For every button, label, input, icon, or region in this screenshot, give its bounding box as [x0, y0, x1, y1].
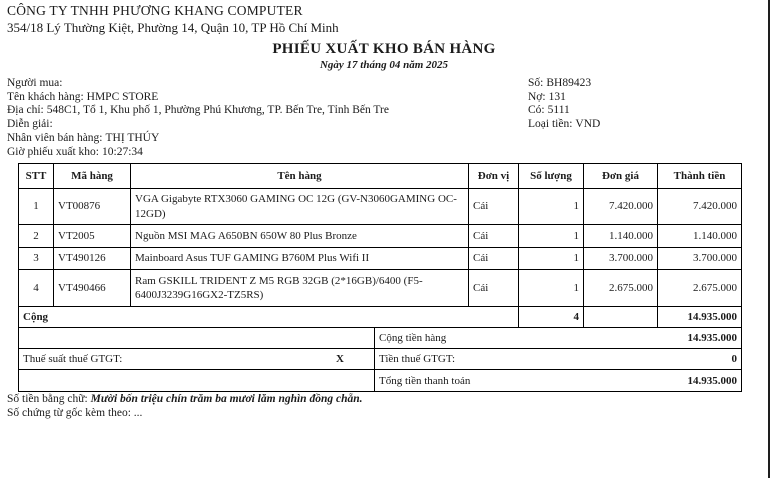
cell-amount: 7.420.000 — [693, 200, 737, 213]
cell-price: 3.700.000 — [584, 248, 658, 269]
export-time-line — [7, 146, 389, 160]
cell-qty: 1 — [519, 248, 584, 269]
goods-total-value: 14.935.000 — [687, 332, 737, 344]
credit-account-line — [528, 104, 600, 118]
credit-label: Có: — [528, 104, 545, 117]
total-row — [19, 307, 741, 328]
header-stt: STT — [19, 164, 54, 188]
salesperson-label: Nhân viên bán hàng: — [7, 131, 103, 144]
cell-stt: 1 — [19, 189, 54, 224]
company-name: CÔNG TY TNHH PHƯƠNG KHANG COMPUTER — [7, 3, 303, 18]
summary-row-goods-total — [19, 328, 741, 349]
summary-row-tax — [19, 349, 741, 370]
salesperson-value: THỊ THÚY — [105, 131, 160, 144]
cell-name: Nguồn MSI MAG A650BN 650W 80 Plus Bronze — [131, 225, 469, 247]
cell-unit: Cái — [469, 189, 519, 224]
table-row — [19, 248, 741, 270]
cell-code: VT490466 — [54, 270, 131, 306]
buyer-line — [7, 77, 389, 91]
export-time-label: Giờ phiếu xuất kho: — [7, 145, 99, 158]
currency-label: Loại tiền: — [528, 118, 573, 131]
company-address: 354/18 Lý Thường Kiệt, Phường 14, Quận 10, TP Hồ Chí Minh — [7, 20, 339, 35]
items-table — [18, 163, 742, 392]
grand-total-label: Tổng tiền thanh toán — [379, 374, 471, 387]
header-qty: Số lượng — [519, 164, 584, 188]
cell-qty: 1 — [519, 189, 584, 224]
table-row — [19, 225, 741, 248]
document-date: Ngày 17 tháng 04 năm 2025 — [319, 59, 449, 71]
total-qty: 4 — [519, 307, 584, 327]
customer-info-block — [7, 77, 389, 159]
cell-code: VT490126 — [54, 248, 131, 269]
description-label: Diễn giải: — [7, 118, 53, 131]
summary-left-empty — [19, 370, 375, 391]
export-time-value: 10:27:34 — [102, 145, 143, 158]
cell-unit: Cái — [469, 225, 519, 247]
amount-in-words-label: Số tiền bằng chữ: — [7, 393, 88, 405]
cell-amount: 1.140.000 — [693, 229, 737, 242]
doc-number-value: BH89423 — [546, 77, 592, 89]
cell-unit: Cái — [469, 270, 519, 306]
credit-value: 5111 — [547, 104, 570, 117]
cell-stt: 3 — [19, 248, 54, 269]
total-price-empty — [584, 307, 658, 327]
customer-label: Tên khách hàng: — [7, 90, 84, 103]
cell-name: Ram GSKILL TRIDENT Z M5 RGB 32GB (2*16GB)/6400 (F5-6400J3239G16GX2-TZ5RS) — [131, 270, 469, 306]
customer-value: HMPC STORE — [86, 90, 159, 103]
header-amount: Thành tiền — [673, 169, 726, 182]
tax-rate-mark: X — [336, 353, 344, 365]
doc-number-line — [528, 77, 600, 91]
cell-stt: 4 — [19, 270, 54, 306]
address-value: 548C1, Tổ 1, Khu phố 1, Phường Phú Khương, TP. Bến Tre, Tỉnh Bến Tre — [46, 104, 389, 117]
amount-in-words-line — [7, 392, 363, 406]
amount-in-words: Mười bốn triệu chín trăm ba mươi lăm nghìn đồng chẵn. — [90, 393, 363, 405]
accounting-info-block — [528, 77, 600, 132]
attached-docs-line: Số chứng từ gốc kèm theo: ... — [7, 407, 143, 419]
debit-account-line — [528, 91, 600, 105]
total-label: Cộng — [19, 307, 519, 327]
cell-amount: 2.675.000 — [693, 281, 737, 294]
total-amount: 14.935.000 — [687, 310, 737, 323]
summary-row-grand-total — [19, 370, 741, 391]
grand-total-value: 14.935.000 — [687, 374, 737, 387]
debit-value: 131 — [548, 90, 566, 103]
currency-line — [528, 118, 600, 132]
tax-amount-value: 0 — [731, 353, 737, 365]
header-price: Đơn giá — [584, 164, 658, 188]
cell-unit: Cái — [469, 248, 519, 269]
cell-qty: 1 — [519, 225, 584, 247]
cell-price: 7.420.000 — [584, 189, 658, 224]
cell-price: 1.140.000 — [584, 225, 658, 247]
cell-name: VGA Gigabyte RTX3060 GAMING OC 12G (GV-N3060GAMING OC-12GD) — [131, 189, 469, 224]
cell-price: 2.675.000 — [584, 270, 658, 306]
debit-label: Nợ: — [528, 90, 546, 103]
tax-amount-label: Tiền thuế GTGT: — [379, 353, 456, 365]
cell-stt: 2 — [19, 225, 54, 247]
table-header-row — [19, 164, 741, 189]
doc-number-label: Số: — [528, 77, 544, 89]
header-unit: Đơn vị — [469, 164, 519, 188]
customer-name-line — [7, 91, 389, 105]
header-name: Tên hàng — [131, 164, 469, 188]
cell-name: Mainboard Asus TUF GAMING B760M Plus Wifi II — [131, 248, 469, 269]
cell-qty: 1 — [519, 270, 584, 306]
salesperson-line — [7, 132, 389, 146]
cell-code: VT00876 — [54, 189, 131, 224]
table-row — [19, 270, 741, 307]
goods-total-label: Cộng tiền hàng — [379, 332, 447, 344]
address-label: Địa chỉ: — [7, 104, 44, 117]
buyer-label: Người mua: — [7, 77, 63, 89]
cell-code: VT2005 — [54, 225, 131, 247]
page-title: PHIẾU XUẤT KHO BÁN HÀNG — [272, 41, 496, 57]
summary-left-empty — [19, 328, 375, 348]
header-code: Mã hàng — [54, 164, 131, 188]
currency-value: VND — [575, 118, 601, 131]
page-edge-line — [768, 0, 770, 478]
description-line — [7, 118, 389, 132]
footer-block — [7, 392, 363, 420]
customer-address-line — [7, 104, 389, 118]
cell-amount: 3.700.000 — [693, 252, 737, 265]
tax-rate-label: Thuế suất thuế GTGT: — [23, 353, 123, 365]
table-row — [19, 189, 741, 225]
